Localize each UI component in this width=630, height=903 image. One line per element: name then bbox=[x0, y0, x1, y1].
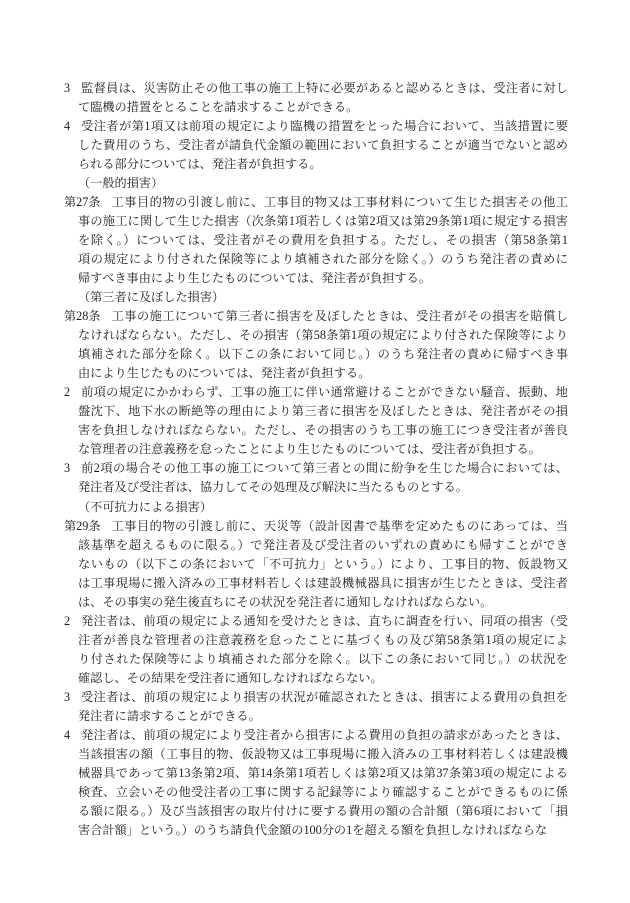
text-line: 該基準を超えるものに限る。）で発注者及び受注者のいずれの責めにも帰すことができ bbox=[78, 537, 568, 552]
text-line: 害を負担しなければならない。ただし、その損害のうち工事の施工につき受注者が善良 bbox=[78, 423, 568, 438]
text-line: は、その事実の発生後直ちにその状況を発注者に通知しなければならない。 bbox=[78, 594, 493, 609]
text-line: 事の施工に関して生じた損害（次条第1項若しくは第2項又は第29条第1項に規定する損害 bbox=[78, 213, 568, 228]
article-number: 第27条 bbox=[64, 194, 101, 209]
text-line: 受注者が第1項又は前項の規定により臨機の措置をとった場合において、当該措置に要 bbox=[81, 118, 568, 133]
article-paragraph bbox=[64, 307, 568, 383]
text-line: 発注者は、前項の規定により受注者から損害による費用の負担の請求があったときは、 bbox=[81, 728, 568, 743]
text-line: る額に限る。）及び当該損害の取片付けに要する費用の額の合計額（第6項において「損 bbox=[78, 804, 568, 819]
text-line: 受注者は、前項の規定により損害の状況が確認されたときは、損害による費用の負担を bbox=[81, 690, 568, 704]
text-line: 由により生じたものについては、発注者が負担する。 bbox=[78, 366, 371, 381]
paragraph-first-line bbox=[64, 383, 568, 402]
article-number: 第29条 bbox=[64, 518, 101, 533]
paragraph-number: 4 bbox=[64, 728, 71, 743]
text-line: なければならない。ただし、その損害（第58条第1項の規定により付された保険等により bbox=[78, 328, 568, 343]
text-line: した費用のうち、受注者が請負代金額の範囲において負担することが適当でないと認め bbox=[78, 137, 568, 152]
paragraph-first-line bbox=[64, 612, 568, 631]
text-line: 注者が善良な管理者の注意義務を怠ったことに基づくもの及び第58条第1項の規定によ bbox=[78, 632, 568, 647]
clause-paragraph bbox=[64, 459, 568, 497]
text-line: 工事目的物の引渡し前に、工事目的物又は工事材料について生じた損害その他工 bbox=[111, 194, 568, 209]
paragraph-number: 3 bbox=[64, 461, 71, 476]
paragraph-number: 4 bbox=[64, 118, 71, 133]
text-line: られる部分については、発注者が負担する。 bbox=[78, 156, 322, 171]
text-line: 当該損害の額（工事目的物、仮設物又は工事現場に搬入済みの工事材料若しくは建設機 bbox=[78, 747, 568, 762]
article-number: 第28条 bbox=[64, 309, 101, 324]
section-heading: （一般的損害） bbox=[78, 175, 164, 190]
text-line: 害合計額」という。）のうち請負代金額の100分の1を超える額を負担しなければならな bbox=[78, 823, 548, 838]
text-line: 確認し、その結果を受注者に通知しなければならない。 bbox=[78, 670, 383, 685]
paragraph-first-line bbox=[64, 193, 568, 212]
paragraph-first-line bbox=[64, 79, 568, 98]
paragraph-number: 3 bbox=[64, 80, 71, 95]
paragraph-first-line bbox=[64, 688, 568, 707]
clause-paragraph bbox=[64, 688, 568, 726]
article-paragraph bbox=[64, 193, 568, 288]
paragraph-number: 2 bbox=[64, 613, 71, 628]
paragraph-first-line bbox=[64, 517, 568, 536]
clause-paragraph bbox=[64, 79, 568, 117]
text-line: 項の規定により付された保険等により填補された部分を除く。）のうち発注者の責めに bbox=[78, 251, 568, 266]
text-line: て臨機の措置をとることを請求することができる。 bbox=[78, 99, 359, 114]
article-paragraph bbox=[64, 517, 568, 612]
text-line: 盤沈下、地下水の断絶等の理由により第三者に損害を及ぼしたときは、発注者がその損 bbox=[78, 404, 568, 419]
text-line: り付された保険等により填補された部分を除く。以下この条において同じ。）の状況を bbox=[78, 651, 568, 666]
paragraph-first-line bbox=[64, 459, 568, 478]
paragraph-first-line bbox=[64, 307, 568, 326]
clause-paragraph bbox=[64, 383, 568, 459]
clause-paragraph bbox=[64, 726, 568, 840]
text-line: 帰すべき事由により生じたものについては、発注者が負担する。 bbox=[78, 270, 431, 285]
text-line: を除く。）については、受注者がその費用を負担する。ただし、その損害（第58条第1 bbox=[78, 232, 568, 247]
paragraph-first-line bbox=[64, 726, 568, 745]
text-line: 前項の規定にかかわらず、工事の施工に伴い通常避けることができない騒音、振動、地 bbox=[81, 385, 568, 400]
text-line: 械器具であって第13条第2項、第14条第1項若しくは第2項又は第37条第3項の規定による bbox=[78, 766, 568, 781]
text-line: 発注者及び受注者は、協力してその処理及び解決に当たるものとする。 bbox=[78, 480, 468, 495]
document-body bbox=[64, 79, 568, 841]
text-line: 工事の施工について第三者に損害を及ぼしたときは、受注者がその損害を賠償し bbox=[111, 309, 568, 324]
text-line: 発注者は、前項の規定による通知を受けたときは、直ちに調査を行い、同項の損害（受 bbox=[81, 613, 568, 628]
text-line: 填補された部分を除く。以下この条において同じ。）のうち発注者の責めに帰すべき事 bbox=[78, 347, 568, 362]
clause-paragraph bbox=[64, 612, 568, 688]
paragraph-number: 2 bbox=[64, 385, 71, 400]
section-heading: （第三者に及ぼした損害） bbox=[78, 290, 225, 305]
paragraph-number: 3 bbox=[64, 690, 71, 704]
text-line: 監督員は、災害防止その他工事の施工上特に必要があると認めるときは、受注者に対し bbox=[81, 80, 568, 95]
text-line: ないもの（以下この条において「不可抗力」という。）により、工事目的物、仮設物又 bbox=[78, 556, 568, 571]
text-line: 検査、立会いその他受注者の工事に関する記録等により確認することができるものに係 bbox=[78, 785, 568, 800]
text-line: 工事目的物の引渡し前に、天災等（設計図書で基準を定めたものにあっては、当 bbox=[111, 518, 568, 533]
clause-paragraph bbox=[64, 117, 568, 174]
section-heading: （不可抗力による損害） bbox=[78, 499, 213, 514]
text-line: な管理者の注意義務を怠ったことにより生じたものについては、受注者が負担する。 bbox=[78, 442, 541, 457]
text-line: 発注者に請求することができる。 bbox=[78, 709, 261, 724]
text-line: は工事現場に搬入済みの工事材料若しくは建設機械器具に損害が生じたときは、受注者 bbox=[78, 575, 568, 590]
text-line: 前2項の場合その他工事の施工について第三者との間に紛争を生じた場合においては、 bbox=[81, 461, 568, 476]
paragraph-first-line bbox=[64, 117, 568, 136]
